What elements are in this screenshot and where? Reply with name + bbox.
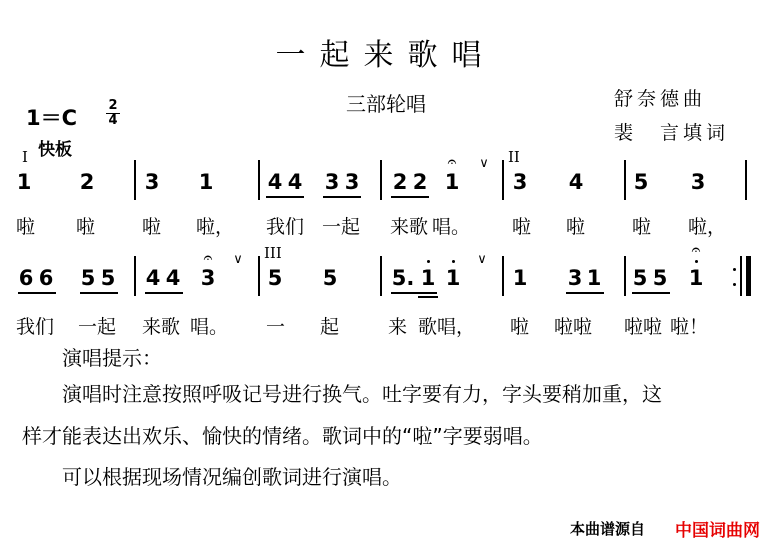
note: 1 <box>444 170 460 194</box>
lyricist-credit: 裴 言填词 <box>614 122 730 144</box>
fermata-icon: 𝄐 <box>447 152 457 171</box>
high-octave-dot <box>695 260 698 263</box>
fermata-icon: 𝄐 <box>203 248 213 267</box>
lyric: 歌唱， <box>418 316 476 338</box>
time-signature-bottom: 4 <box>108 113 118 128</box>
lyric: 啦， <box>196 216 235 238</box>
note: 5 <box>267 266 283 290</box>
section-marker-1: I <box>22 148 28 166</box>
note: 1 <box>16 170 32 194</box>
note: 4 <box>267 170 283 194</box>
breath-mark-icon: ∨ <box>479 156 489 171</box>
footer-brand-link[interactable]: 中国词曲网 <box>675 521 760 541</box>
note: 2 <box>79 170 95 194</box>
note: 6 <box>18 266 34 290</box>
underline-beam <box>266 196 304 198</box>
note: 4 <box>568 170 584 194</box>
high-octave-dot <box>427 260 430 263</box>
lyric: 啦 <box>566 216 586 238</box>
underline-beam <box>18 292 56 294</box>
underline-beam <box>391 292 437 294</box>
lyric: 啦 <box>512 216 532 238</box>
barline <box>258 256 260 296</box>
underline-beam <box>145 292 183 294</box>
lyric: 我们 <box>16 316 55 338</box>
barline <box>134 160 136 200</box>
note: 5 <box>633 170 649 194</box>
note: 5 <box>80 266 96 290</box>
underline-beam <box>566 292 604 294</box>
note: 5 <box>322 266 338 290</box>
note: 3 <box>690 170 706 194</box>
tips-heading: 演唱提示： <box>62 346 162 370</box>
lyric: 我们 <box>266 216 305 238</box>
lyric: 一起 <box>78 316 117 338</box>
lyric: 来歌 <box>390 216 429 238</box>
barline <box>502 160 504 200</box>
high-octave-dot <box>452 260 455 263</box>
underline-beam <box>80 292 118 294</box>
tempo-marking: 快板 <box>38 140 72 160</box>
lyric: 啦， <box>688 216 727 238</box>
underline-beam <box>323 196 361 198</box>
tips-paragraph-line: 演唱时注意按照呼吸记号进行换气。吐字要有力，字头要稍加重，这 <box>62 382 662 406</box>
note: 1 <box>586 266 602 290</box>
lyric: 啦 <box>16 216 36 238</box>
barline <box>624 160 626 200</box>
lyric: 啦 <box>632 216 652 238</box>
note: 5 <box>632 266 648 290</box>
lyric: 啦 <box>76 216 96 238</box>
underline-beam <box>418 296 438 298</box>
lyric: 一 <box>266 316 286 338</box>
lyric: 唱。 <box>432 216 471 238</box>
note: 3 <box>512 170 528 194</box>
lyric: 啦啦 <box>554 316 593 338</box>
tips-paragraph-line: 样才能表达出欢乐、愉快的情绪。歌词中的“啦”字要弱唱。 <box>22 424 543 448</box>
underline-beam <box>632 292 670 294</box>
lyric: 来 <box>388 316 408 338</box>
barline <box>624 256 626 296</box>
section-marker-2: II <box>508 148 520 166</box>
subtitle: 三部轮唱 <box>346 92 426 116</box>
note: 2 <box>412 170 428 194</box>
lyric: 啦 <box>142 216 162 238</box>
tips-paragraph: 可以根据现场情况编创歌词进行演唱。 <box>62 465 402 489</box>
note: 3 <box>344 170 360 194</box>
note: 1 <box>445 266 461 290</box>
time-signature <box>106 100 120 127</box>
note: 5. <box>391 266 415 290</box>
section-marker-3: III <box>264 244 282 262</box>
note: 1 <box>420 266 436 290</box>
barline <box>258 160 260 200</box>
barline <box>380 160 382 200</box>
note: 3 <box>567 266 583 290</box>
time-signature-top: 2 <box>108 98 118 113</box>
repeat-dot <box>733 268 736 271</box>
note: 3 <box>144 170 160 194</box>
note: 1 <box>688 266 704 290</box>
repeat-dot <box>733 283 736 286</box>
key-signature: 1＝C <box>26 106 78 130</box>
barline <box>134 256 136 296</box>
barline <box>745 160 747 200</box>
barline <box>380 256 382 296</box>
lyric: 啦！ <box>670 316 709 338</box>
note: 3 <box>200 266 216 290</box>
breath-mark-icon: ∨ <box>233 252 243 267</box>
breath-mark-icon: ∨ <box>477 252 487 267</box>
note: 4 <box>145 266 161 290</box>
note: 3 <box>324 170 340 194</box>
note: 5 <box>652 266 668 290</box>
final-barline-thin <box>740 256 742 296</box>
underline-beam <box>391 196 429 198</box>
final-barline <box>746 256 751 296</box>
composer-credit: 舒奈德曲 <box>614 88 707 110</box>
lyric: 一起 <box>322 216 361 238</box>
note: 2 <box>392 170 408 194</box>
lyric: 啦 <box>510 316 530 338</box>
note: 4 <box>165 266 181 290</box>
lyric: 起 <box>320 316 340 338</box>
page-title: 一起来歌唱 <box>275 38 496 73</box>
fermata-icon: 𝄐 <box>691 240 701 259</box>
note: 4 <box>287 170 303 194</box>
note: 5 <box>100 266 116 290</box>
footer-source: 本曲谱源自 <box>570 520 646 538</box>
lyric: 啦啦 <box>624 316 663 338</box>
lyric: 唱。 <box>190 316 229 338</box>
note: 1 <box>198 170 214 194</box>
lyric: 来歌 <box>142 316 181 338</box>
barline <box>502 256 504 296</box>
note: 6 <box>38 266 54 290</box>
note: 1 <box>512 266 528 290</box>
